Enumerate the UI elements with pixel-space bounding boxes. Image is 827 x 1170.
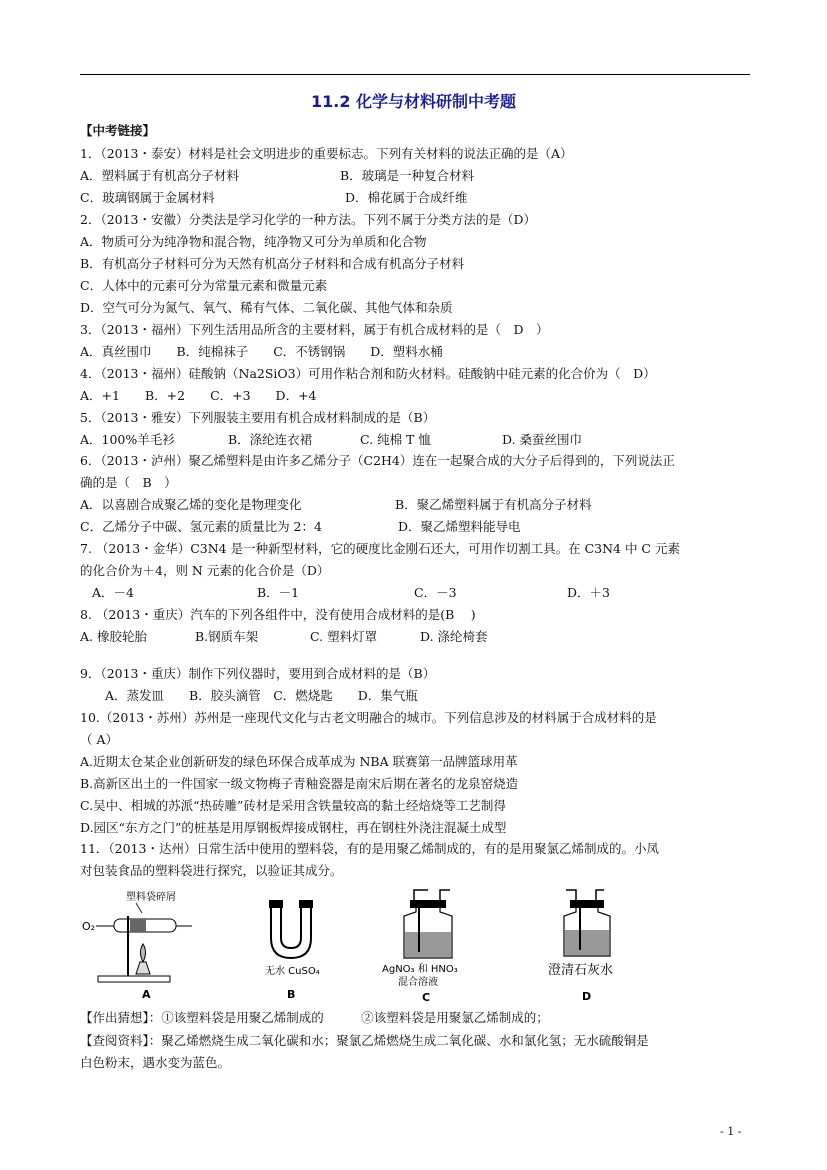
header-rule	[80, 74, 750, 75]
q2-option-c: C．人体中的元素可分为常量元素和微量元素	[80, 278, 328, 293]
q3-options: A．真丝围巾 B．纯棉袜子 C．不锈钢锅 D．塑料水桶	[80, 344, 443, 359]
apparatus-a-letter: A	[142, 988, 151, 1001]
question-7: 7. （2013・金华）C3N4 是一种新型材料，它的硬度比金刚石还大，可用作切割工具。在 C3N4 中 C 元素	[80, 541, 680, 556]
q6-option-c: C．乙烯分子中碳、氢元素的质量比为 2：4	[80, 519, 322, 534]
q10-option-c: C.吴中、相城的苏派“热砖雕”砖材是采用含铁量较高的黏土经焙烧等工艺制得	[80, 798, 506, 813]
question-10-answer: （ A）	[80, 732, 119, 747]
apparatus-a-label: 塑料袋碎屑	[126, 892, 176, 903]
question-3: 3．（2013・福州）下列生活用品所含的主要材料，属于有机合成材料的是（ D ）	[80, 322, 549, 337]
question-7-cont: 的化合价为＋4，则 N 元素的化合价是（D）	[80, 563, 330, 578]
question-10: 10.（2013・苏州）苏州是一座现代文化与古老文明融合的城市。下列信息涉及的材料属于合成材料的是	[80, 710, 657, 725]
q8-option-d: D. 涤纶椅套	[420, 629, 488, 644]
apparatus-d-figure	[540, 886, 640, 1006]
q1-option-b: B．玻璃是一种复合材料	[340, 168, 475, 183]
question-6-cont: 确的是（ B ）	[80, 475, 177, 490]
reference-line-cont: 白色粉末，遇水变为蓝色。	[80, 1055, 231, 1070]
q10-option-d: D.园区“东方之门”的桩基是用厚钢板焊接成钢柱，再在钢柱外浇注混凝土成型	[80, 820, 507, 835]
apparatus-d-label: 澄清石灰水	[548, 963, 614, 978]
question-4: 4．（2013・福州）硅酸钠（Na2SiO3）可用作粘合剂和防火材料。硅酸钠中硅元素的化合价为（ D）	[80, 366, 656, 381]
q8-option-b: B.钢质车架	[195, 629, 259, 644]
q4-options: A．+1 B．+2 C．+3 D．+4	[80, 388, 317, 403]
question-11-cont: 对包装食品的塑料袋进行探究，以验证其成分。	[80, 863, 343, 878]
q6-option-a: A．以喜剧合成聚乙烯的变化是物理变化	[80, 497, 302, 512]
page-title: 11.2 化学与材料研制中考题	[310, 92, 517, 111]
q6-options-row1	[80, 497, 750, 513]
question-8: 8. （2013・重庆）汽车的下列各组件中，没有使用合成材料的是(B )	[80, 607, 476, 622]
q10-option-a: A.近期太仓某企业创新研发的绿色环保合成革成为 NBA 联赛第一品牌篮球用革	[80, 754, 518, 769]
q5-option-b: B．涤纶连衣裙	[228, 432, 313, 447]
plastic-sample-icon	[130, 919, 146, 932]
apparatus-c-letter: C	[422, 991, 431, 1004]
hypothesis-line: 【作出猜想】：①该塑料袋是用聚乙烯制成的 ②该塑料袋是用聚氯乙烯制成的；	[80, 1010, 549, 1025]
question-2: 2．（2013・安徽）分类法是学习化学的一种方法。下列不属于分类方法的是（D）	[80, 212, 537, 227]
question-9: 9．（2013・重庆）制作下列仪器时，要用到合成材料的是（B）	[80, 666, 436, 681]
flame-icon	[141, 944, 146, 962]
q7-options	[80, 585, 762, 601]
q1-options-row2	[80, 190, 750, 206]
apparatus-c-figure	[378, 886, 483, 1006]
apparatus-b-figure	[255, 886, 335, 1001]
q8-option-c: C. 塑料灯罩	[310, 629, 378, 644]
q7-option-c: C．－3	[414, 585, 457, 600]
q7-option-b: B．－1	[257, 585, 300, 600]
q10-option-b: B.高新区出土的一件国家一级文物梅子青釉瓷器是南宋后期在著名的龙泉窑烧造	[80, 776, 519, 791]
q5-option-c: C. 纯棉 T 恤	[360, 432, 431, 447]
reference-line: 【查阅资料】：聚乙烯燃烧生成二氧化碳和水；聚氯乙烯燃烧生成二氧化碳、水和氯化氢；无水硫酸铜是	[80, 1033, 649, 1048]
question-5: 5．（2013・雅安）下列服装主要用有机合成材料制成的是（B）	[80, 410, 436, 425]
question-11: 11．（2013・达州）日常生活中使用的塑料袋，有的是用聚乙烯制成的，有的是用聚氯乙烯制成的。小凤	[80, 841, 659, 856]
section-header: 【中考链接】	[80, 123, 156, 138]
q5-options	[80, 432, 750, 448]
q8-options	[80, 629, 750, 645]
apparatus-b-label: 无水 CuSO₄	[265, 966, 320, 977]
q9-options: A．蒸发皿 B．胶头滴管 C．燃烧匙 D．集气瓶	[80, 688, 418, 703]
q7-option-a: A．－4	[92, 585, 134, 600]
question-6: 6．（2013・泸州）聚乙烯塑料是由许多乙烯分子（C2H4）连在一起聚合成的大分子后得到的，下列说法正	[80, 453, 675, 468]
alcohol-lamp-icon	[136, 962, 150, 974]
question-1: 1．（2013・泰安）材料是社会文明进步的重要标志。下列有关材料的说法正确的是（A）	[80, 146, 573, 161]
apparatus-b-letter: B	[287, 988, 296, 1001]
q5-option-d: D. 桑蚕丝围巾	[502, 432, 583, 447]
q5-option-a: A．100%羊毛衫	[80, 432, 175, 447]
q2-option-b: B．有机高分子材料可分为天然有机高分子材料和合成有机高分子材料	[80, 256, 465, 271]
q6-options-row2	[80, 519, 750, 535]
q2-option-a: A．物质可分为纯净物和混合物，纯净物又可分为单质和化合物	[80, 234, 427, 249]
q1-option-d: D．棉花属于合成纤维	[345, 190, 468, 205]
page-number: - 1 -	[720, 1125, 742, 1138]
q2-option-d: D．空气可分为氮气、氧气、稀有气体、二氧化碳、其他气体和杂质	[80, 300, 453, 315]
apparatus-a-figure	[80, 886, 200, 1001]
apparatus-c-label-2: 混合溶液	[398, 977, 438, 988]
apparatus-d-letter: D	[582, 990, 592, 1003]
q1-option-a: A．塑料属于有机高分子材料	[80, 168, 240, 183]
q6-option-b: B．聚乙烯塑料属于有机高分子材料	[395, 497, 592, 512]
q1-options-row1	[80, 168, 750, 184]
q7-option-d: D．＋3	[567, 585, 610, 600]
q1-option-c: C．玻璃钢属于金属材料	[80, 190, 215, 205]
oxygen-label: O₂	[82, 920, 96, 933]
apparatus-c-label-1: AgNO₃ 和 HNO₃	[382, 964, 458, 975]
u-tube-icon	[271, 908, 311, 958]
q8-option-a: A. 橡胶轮胎	[80, 629, 147, 644]
q6-option-d: D．聚乙烯塑料能导电	[398, 519, 521, 534]
